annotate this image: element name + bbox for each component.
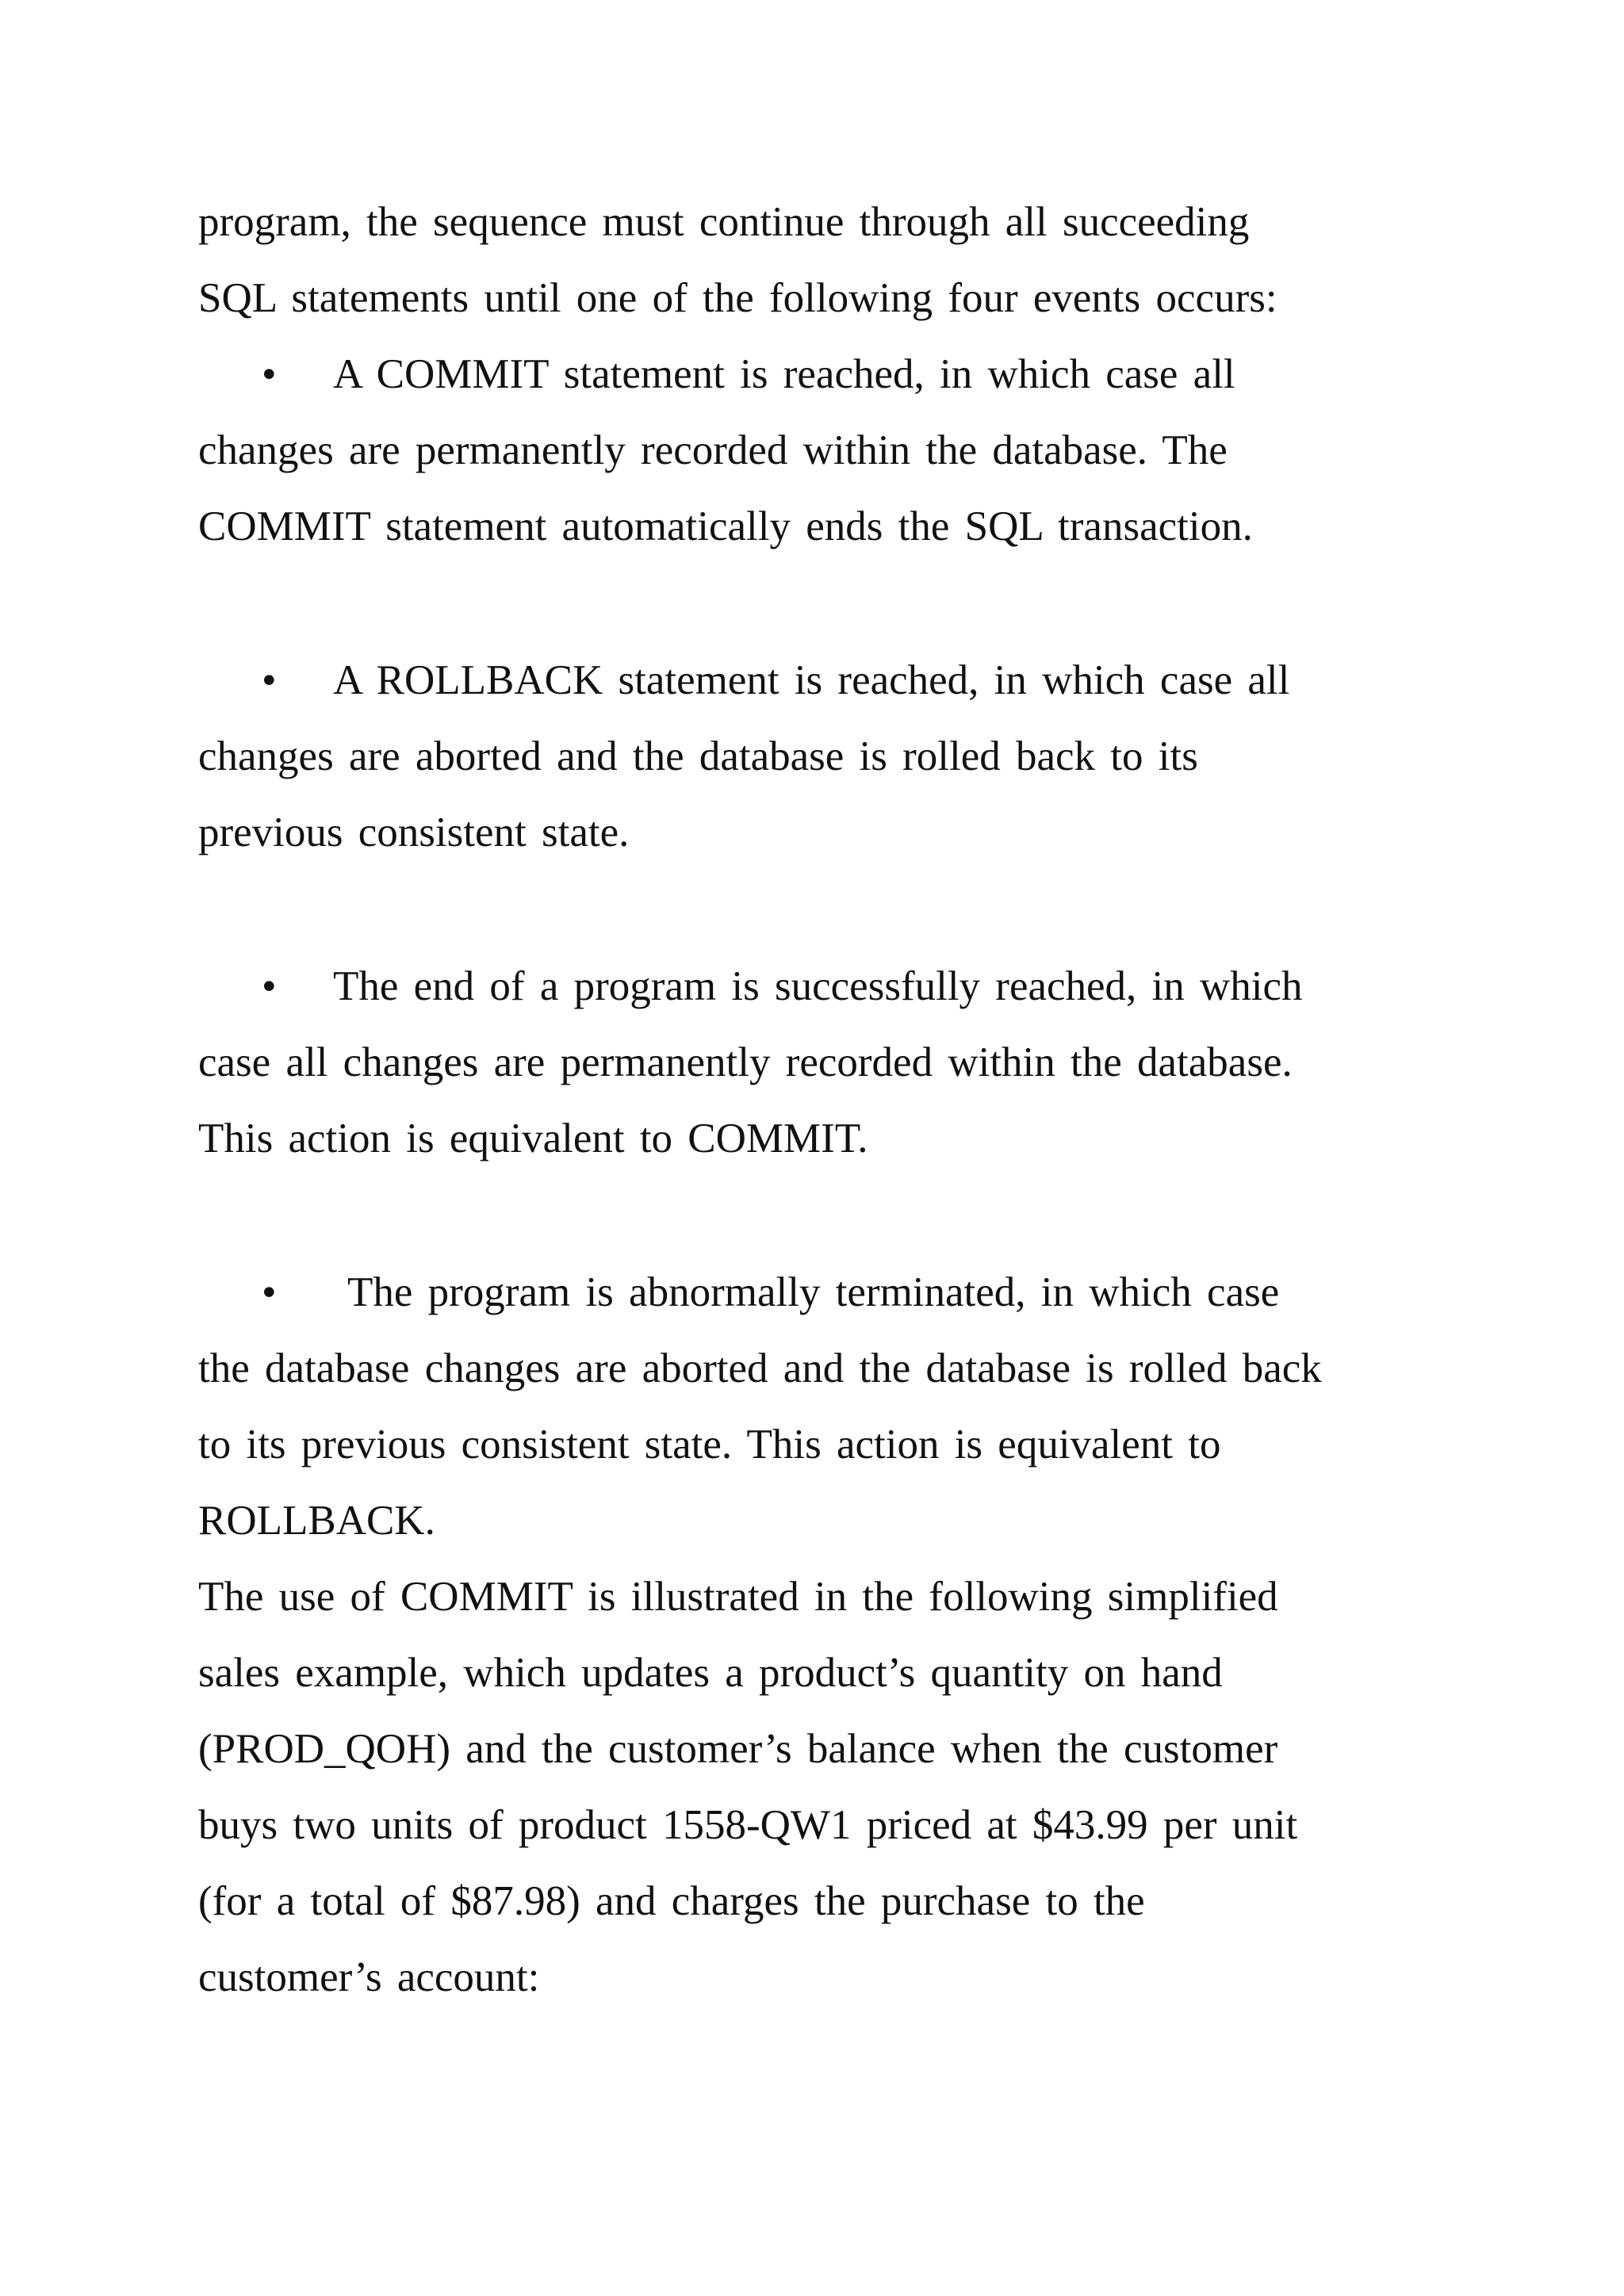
bullet-3-marker: • [262, 963, 277, 1009]
bullet-1-first-line: A COMMIT statement is reached, in which case all [333, 351, 1235, 397]
closing-line: buys two units of product 1558-QW1 priced at $43.99 per unit [198, 1802, 1298, 1848]
closing-line: (for a total of $87.98) and charges the purchase to the [198, 1878, 1145, 1924]
bullet-3-first-line: The end of a program is successfully reached, in which [333, 963, 1303, 1009]
bullet-3-line: case all changes are permanently recorded within the database. [198, 1039, 1293, 1085]
bullet-1-line: COMMIT statement automatically ends the SQL transaction. [198, 503, 1253, 549]
closing-line: customer’s account: [198, 1954, 540, 2000]
bullet-4-line: to its previous consistent state. This action is equivalent to [198, 1422, 1221, 1468]
bullet-2-line: changes are aborted and the database is rolled back to its [198, 733, 1198, 779]
bullet-1-marker: • [262, 351, 277, 397]
bullet-2-line: previous consistent state. [198, 809, 630, 855]
closing-line: The use of COMMIT is illustrated in the following simplified [198, 1574, 1278, 1620]
bullet-2-marker: • [262, 657, 277, 703]
closing-line: sales example, which updates a product’s quantity on hand [198, 1650, 1223, 1696]
bullet-4-line: ROLLBACK. [198, 1498, 435, 1544]
closing-line: (PROD_QOH) and the customer’s balance when the customer [198, 1726, 1278, 1772]
bullet-4-marker: • [262, 1269, 277, 1315]
bullet-1-line: changes are permanently recorded within the database. The [198, 427, 1228, 473]
bullet-4-first-line: The program is abnormally terminated, in which case [347, 1269, 1280, 1315]
intro-line-2: SQL statements until one of the following four events occurs: [198, 275, 1277, 321]
intro-line-1: program, the sequence must continue through all succeeding [198, 199, 1250, 245]
bullet-2-first-line: A ROLLBACK statement is reached, in which case all [333, 657, 1290, 703]
bullet-3-line: This action is equivalent to COMMIT. [198, 1115, 868, 1161]
bullet-4-line: the database changes are aborted and the database is rolled back [198, 1345, 1322, 1391]
